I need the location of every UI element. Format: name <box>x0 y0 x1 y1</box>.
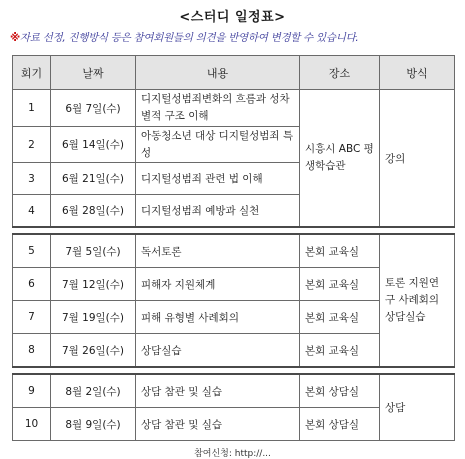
session-date: 8월 9일(수) <box>51 408 136 441</box>
session-place: 시흥시 ABC 평생학습관 <box>300 90 380 228</box>
session-place: 본회 교육실 <box>300 301 380 334</box>
session-date: 7월 5일(수) <box>51 234 136 268</box>
session-date: 6월 7일(수) <box>51 90 136 127</box>
session-content: 상담 참관 및 실습 <box>136 408 300 441</box>
section-divider <box>13 367 455 374</box>
session-content: 디지털성범죄 예방과 실천 <box>136 195 300 228</box>
session-number: 1 <box>13 90 51 127</box>
session-content: 상담실습 <box>136 334 300 368</box>
session-number: 5 <box>13 234 51 268</box>
session-number: 10 <box>13 408 51 441</box>
session-number: 8 <box>13 334 51 368</box>
session-date: 7월 19일(수) <box>51 301 136 334</box>
session-content: 아동청소년 대상 디지털성범죄 특성 <box>136 127 300 163</box>
notice-text <box>10 30 460 45</box>
session-date: 6월 21일(수) <box>51 163 136 195</box>
header-content: 내용 <box>136 56 300 90</box>
session-number: 6 <box>13 268 51 301</box>
session-content: 피해 유형별 사례회의 <box>136 301 300 334</box>
session-number: 2 <box>13 127 51 163</box>
session-place: 본회 상담실 <box>300 408 380 441</box>
header-place: 장소 <box>300 56 380 90</box>
session-method: 상담 <box>380 374 455 441</box>
session-place: 본회 교육실 <box>300 334 380 368</box>
notice-mark: ※ <box>10 32 20 44</box>
header-row <box>13 56 455 90</box>
session-number: 4 <box>13 195 51 228</box>
table-row <box>13 374 455 408</box>
session-date: 6월 14일(수) <box>51 127 136 163</box>
header-date: 날짜 <box>51 56 136 90</box>
session-content: 독서토론 <box>136 234 300 268</box>
session-content: 디지털성범죄변화의 흐름과 성차별적 구조 이해 <box>136 90 300 127</box>
session-date: 7월 26일(수) <box>51 334 136 368</box>
session-number: 7 <box>13 301 51 334</box>
session-date: 7월 12일(수) <box>51 268 136 301</box>
session-date: 6월 28일(수) <box>51 195 136 228</box>
session-method: 토론 지원연구 사례회의 상담실습 <box>380 234 455 367</box>
table-row <box>13 234 455 268</box>
session-place: 본회 교육실 <box>300 268 380 301</box>
header-session: 회기 <box>13 56 51 90</box>
notice-body: 자료 선정, 진행방식 등은 참여회원들의 의견을 반영하여 변경할 수 있습니다. <box>19 32 359 44</box>
session-date: 8월 2일(수) <box>51 374 136 408</box>
schedule-table <box>12 55 455 441</box>
session-number: 3 <box>13 163 51 195</box>
session-content: 상담 참관 및 실습 <box>136 374 300 408</box>
table-row <box>13 90 455 127</box>
session-number: 9 <box>13 374 51 408</box>
session-content: 피해자 지원체계 <box>136 268 300 301</box>
session-place: 본회 상담실 <box>300 374 380 408</box>
header-method: 방식 <box>380 56 455 90</box>
section-divider <box>13 227 455 234</box>
session-method: 강의 <box>380 90 455 228</box>
session-content: 디지털성범죄 관련 법 이해 <box>136 163 300 195</box>
page-title: <스터디 일정표> <box>179 10 286 25</box>
session-place: 본회 교육실 <box>300 234 380 268</box>
footer-link-text: 참여신청: http://... <box>194 449 271 459</box>
